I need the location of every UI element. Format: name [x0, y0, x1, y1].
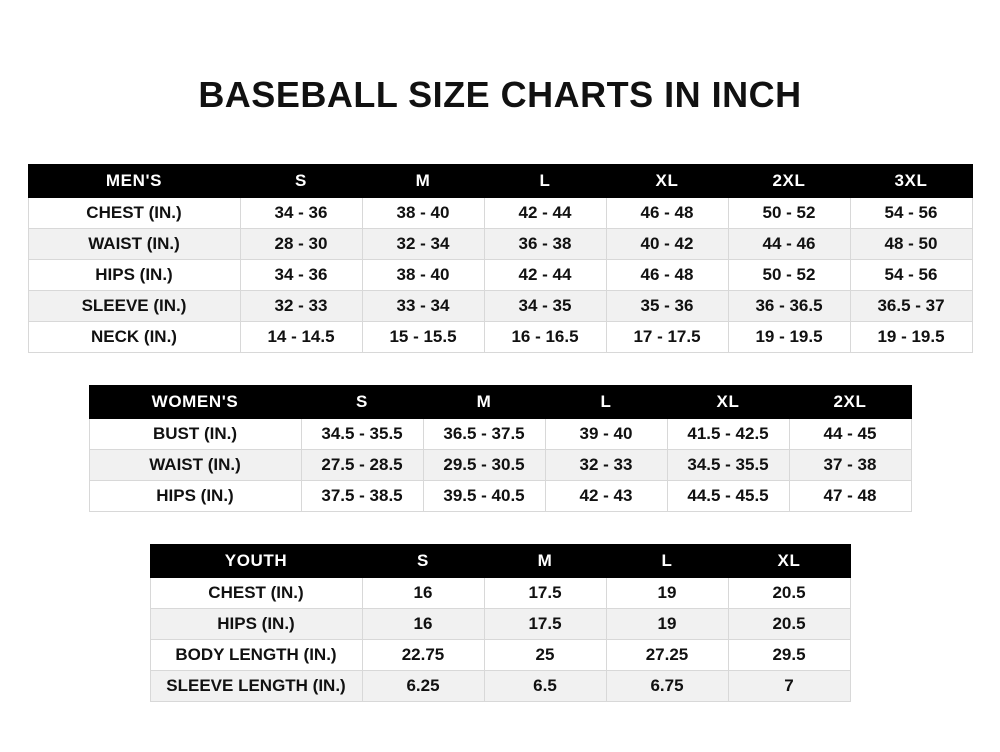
youth-size-chart: [150, 544, 851, 702]
cell-value: 34.5 - 35.5: [667, 450, 789, 481]
cell-value: 16: [362, 609, 484, 640]
cell-value: 36.5 - 37.5: [423, 419, 545, 450]
cell-value: 34 - 36: [240, 260, 362, 291]
page-title: BASEBALL SIZE CHARTS IN INCH: [198, 74, 802, 115]
cell-value: 34.5 - 35.5: [301, 419, 423, 450]
cell-value: 16 - 16.5: [484, 322, 606, 353]
cell-value: 42 - 43: [545, 481, 667, 512]
cell-value: 7: [728, 671, 850, 702]
cell-value: 19: [606, 609, 728, 640]
cell-value: 47 - 48: [789, 481, 911, 512]
column-header: 2XL: [789, 386, 911, 419]
cell-value: 44.5 - 45.5: [667, 481, 789, 512]
cell-value: 6.5: [484, 671, 606, 702]
row-label: SLEEVE LENGTH (IN.): [150, 671, 362, 702]
cell-value: 27.25: [606, 640, 728, 671]
cell-value: 41.5 - 42.5: [667, 419, 789, 450]
cell-value: 20.5: [728, 609, 850, 640]
cell-value: 50 - 52: [728, 198, 850, 229]
cell-value: 19 - 19.5: [728, 322, 850, 353]
table-row: [150, 640, 850, 671]
cell-value: 17.5: [484, 578, 606, 609]
cell-value: 6.25: [362, 671, 484, 702]
cell-value: 34 - 36: [240, 198, 362, 229]
row-label: HIPS (IN.): [150, 609, 362, 640]
column-header: S: [240, 165, 362, 198]
row-label: CHEST (IN.): [28, 198, 240, 229]
cell-value: 20.5: [728, 578, 850, 609]
table-row: [150, 671, 850, 702]
column-header: WOMEN'S: [89, 386, 301, 419]
cell-value: 38 - 40: [362, 198, 484, 229]
cell-value: 42 - 44: [484, 198, 606, 229]
cell-value: 28 - 30: [240, 229, 362, 260]
cell-value: 17.5: [484, 609, 606, 640]
row-label: SLEEVE (IN.): [28, 291, 240, 322]
cell-value: 22.75: [362, 640, 484, 671]
column-header: S: [301, 386, 423, 419]
column-header: XL: [606, 165, 728, 198]
column-header: M: [362, 165, 484, 198]
cell-value: 19 - 19.5: [850, 322, 972, 353]
cell-value: 42 - 44: [484, 260, 606, 291]
cell-value: 36.5 - 37: [850, 291, 972, 322]
cell-value: 32 - 34: [362, 229, 484, 260]
column-header: L: [545, 386, 667, 419]
column-header: XL: [667, 386, 789, 419]
table-row: [28, 260, 972, 291]
column-header: S: [362, 545, 484, 578]
table-row: [89, 450, 911, 481]
column-header: L: [484, 165, 606, 198]
table-row: [89, 481, 911, 512]
cell-value: 50 - 52: [728, 260, 850, 291]
column-header: M: [484, 545, 606, 578]
table-row: [28, 198, 972, 229]
table-row: [28, 291, 972, 322]
cell-value: 29.5: [728, 640, 850, 671]
table-row: [28, 322, 972, 353]
mens-size-chart: [28, 164, 973, 353]
column-header: XL: [728, 545, 850, 578]
cell-value: 14 - 14.5: [240, 322, 362, 353]
cell-value: 6.75: [606, 671, 728, 702]
cell-value: 39.5 - 40.5: [423, 481, 545, 512]
table-row: [89, 419, 911, 450]
cell-value: 39 - 40: [545, 419, 667, 450]
charts-container: [0, 116, 1000, 702]
cell-value: 27.5 - 28.5: [301, 450, 423, 481]
cell-value: 16: [362, 578, 484, 609]
row-label: WAIST (IN.): [28, 229, 240, 260]
row-label: BUST (IN.): [89, 419, 301, 450]
column-header: YOUTH: [150, 545, 362, 578]
cell-value: 34 - 35: [484, 291, 606, 322]
cell-value: 44 - 46: [728, 229, 850, 260]
cell-value: 37 - 38: [789, 450, 911, 481]
row-label: CHEST (IN.): [150, 578, 362, 609]
table-row: [28, 229, 972, 260]
cell-value: 15 - 15.5: [362, 322, 484, 353]
column-header: L: [606, 545, 728, 578]
row-label: NECK (IN.): [28, 322, 240, 353]
column-header: M: [423, 386, 545, 419]
table-row: [150, 609, 850, 640]
cell-value: 46 - 48: [606, 198, 728, 229]
cell-value: 36 - 36.5: [728, 291, 850, 322]
cell-value: 54 - 56: [850, 260, 972, 291]
cell-value: 37.5 - 38.5: [301, 481, 423, 512]
cell-value: 35 - 36: [606, 291, 728, 322]
cell-value: 32 - 33: [545, 450, 667, 481]
table-header-row: [150, 545, 850, 578]
cell-value: 38 - 40: [362, 260, 484, 291]
cell-value: 36 - 38: [484, 229, 606, 260]
cell-value: 17 - 17.5: [606, 322, 728, 353]
table-row: [150, 578, 850, 609]
cell-value: 46 - 48: [606, 260, 728, 291]
column-header: 2XL: [728, 165, 850, 198]
womens-size-chart: [89, 385, 912, 512]
cell-value: 44 - 45: [789, 419, 911, 450]
row-label: HIPS (IN.): [89, 481, 301, 512]
cell-value: 19: [606, 578, 728, 609]
column-header: 3XL: [850, 165, 972, 198]
cell-value: 33 - 34: [362, 291, 484, 322]
table-header-row: [28, 165, 972, 198]
cell-value: 32 - 33: [240, 291, 362, 322]
row-label: BODY LENGTH (IN.): [150, 640, 362, 671]
cell-value: 29.5 - 30.5: [423, 450, 545, 481]
cell-value: 25: [484, 640, 606, 671]
cell-value: 40 - 42: [606, 229, 728, 260]
column-header: MEN'S: [28, 165, 240, 198]
table-header-row: [89, 386, 911, 419]
cell-value: 54 - 56: [850, 198, 972, 229]
row-label: WAIST (IN.): [89, 450, 301, 481]
cell-value: 48 - 50: [850, 229, 972, 260]
row-label: HIPS (IN.): [28, 260, 240, 291]
